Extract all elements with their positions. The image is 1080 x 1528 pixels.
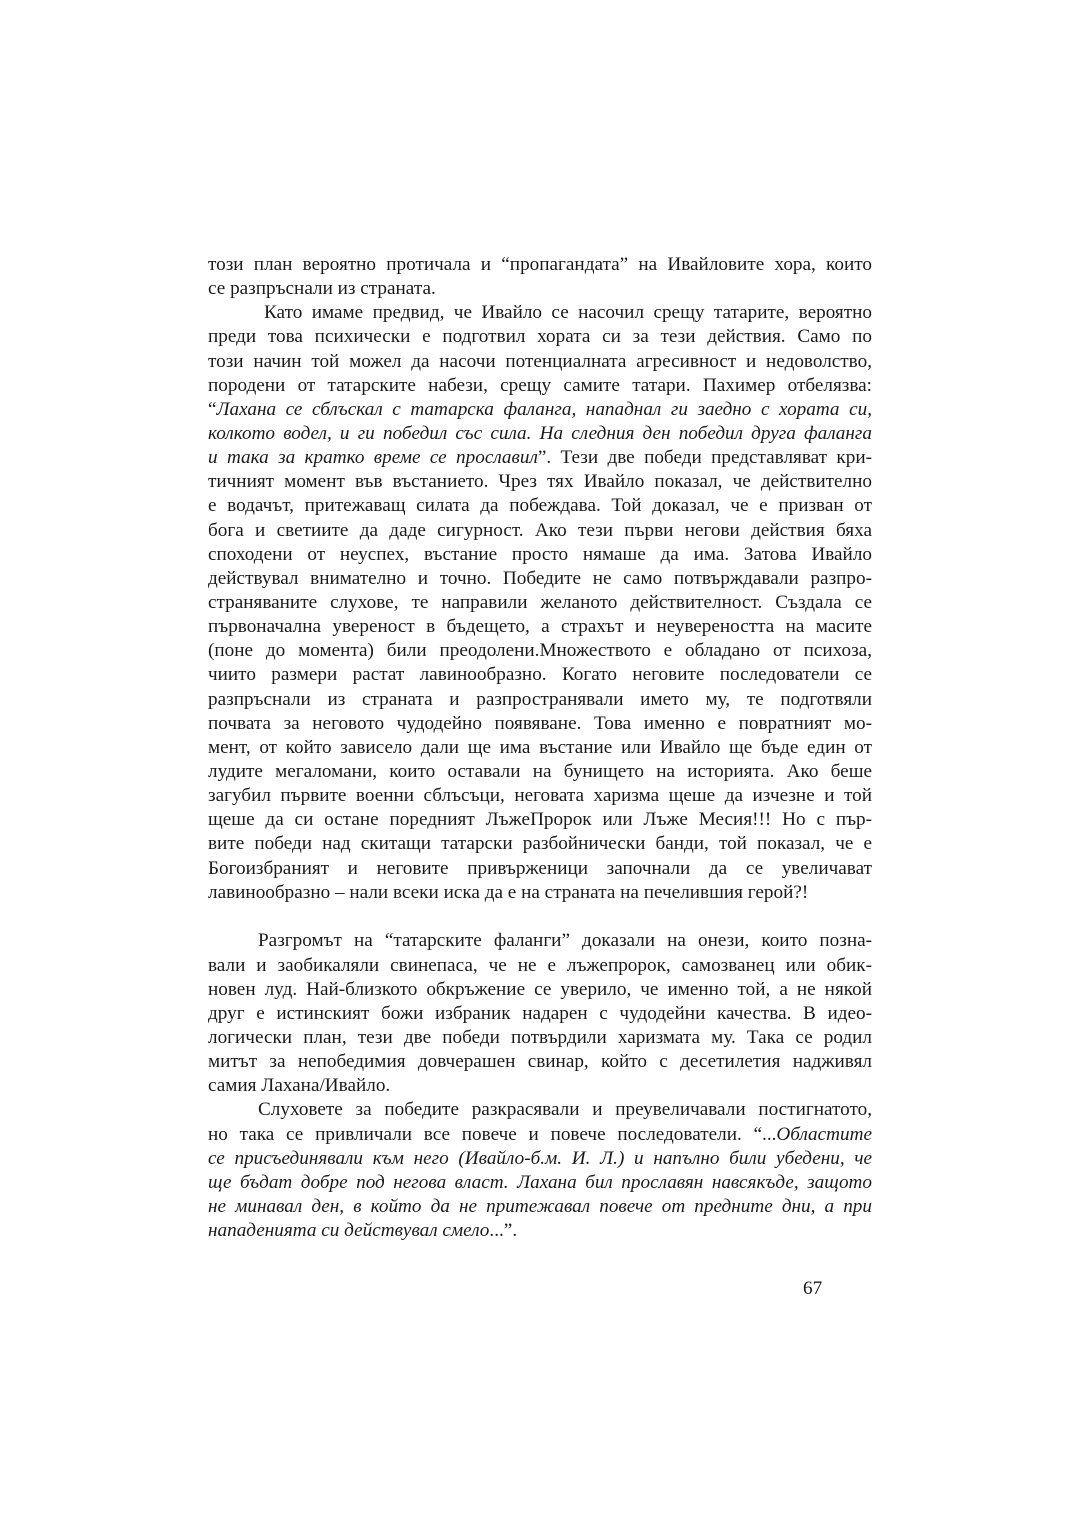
text-line: самия Лахана/Ивайло.: [208, 1075, 391, 1097]
text-line: страняваните слухове, те направили желаното действителност. Създала се: [208, 591, 872, 613]
quotation-text: не минавал ден, в който да не притежавал повече от предните дни, а при: [208, 1195, 872, 1217]
text-line: този план вероятно протичала и “пропагандата” на Ивайловите хора, които: [208, 254, 872, 275]
text-line: [208, 1171, 872, 1195]
quote-mark: “: [208, 398, 217, 420]
text-line: разпръснали из страната и разпространявали името му, те подготвяли: [208, 688, 872, 710]
text-line: породени от татарските набези, срещу самите татари. Пахимер отбелязва:: [208, 374, 872, 396]
quotation-text: Областите: [776, 1123, 872, 1145]
text-line: митът за непобедимия довчерашен свинар, който с десетилетия надживял: [208, 1051, 872, 1073]
text-line: [208, 398, 872, 422]
text-line: бога и светиите да даде сигурност. Ако тези първи негови действия бяха: [208, 519, 872, 541]
page-number: 67: [803, 1278, 823, 1299]
text-line: лавинообразно – нали всеки иска да е на страната на печелившия герой?!: [208, 881, 809, 903]
text-line: действувал внимателно и точно. Победите не само потвърждавали разпро-: [208, 567, 872, 589]
text-line: (поне до момента) били преодолени.Множеството е обладано от психоза,: [208, 640, 872, 662]
text-line: е водачът, притежаващ силата да побеждава. Той доказал, че е призван от: [208, 495, 872, 517]
text-line: [208, 1195, 872, 1219]
text-line: преди това психически е подготвил хората си за тези действия. Само по: [208, 326, 872, 348]
paragraph-1: [208, 253, 872, 301]
paragraph-2: [208, 301, 872, 905]
text-line: [208, 1123, 872, 1147]
paragraph-3: [208, 929, 872, 1098]
text-line: лудите мегаломани, които оставали на бунището на историята. Ако беше: [208, 760, 872, 782]
text-run: ...”.: [489, 1220, 518, 1242]
paragraph-4: [208, 1098, 872, 1243]
text-line: [208, 1147, 872, 1171]
paragraph-gap: [208, 905, 872, 930]
text-line: се разпръснали из страната.: [208, 278, 436, 300]
quotation-text: Лахана се сблъскал с татарска фаланга, нападнал ги заедно с хората си,: [216, 398, 872, 420]
quotation-text: колкото водел, и ги победил със сила. На следния ден победил друга фаланга: [208, 422, 872, 444]
text-line: Разгромът на “татарските фаланги” доказали на онези, които позна-: [258, 930, 872, 952]
quotation-text: се присъединявали към него (Ивайло-б.м. И. Л.) и напълно били убедени, че: [208, 1147, 872, 1169]
quotation-text: и така за кратко време се прославил: [208, 447, 538, 469]
text-line: вали и заобикаляли свинепаса, че не е лъжепророк, самозванец или обик-: [208, 954, 872, 976]
quotation-text: ще бъдат добре под негова власт. Лахана бил прославян навсякъде, защото: [208, 1171, 872, 1193]
text-line: Богоизбраният и неговите привърженици започнали да се увеличават: [208, 857, 872, 879]
text-line: новен луд. Най-близкото обкръжение се уверило, че именно той, а не някой: [208, 978, 872, 1000]
text-line: друг е истинският божи избраник надарен с чудодейни качества. В идео-: [208, 1002, 872, 1024]
text-line: [208, 422, 872, 446]
text-line: Като имаме предвид, че Ивайло се насочил срещу татарите, вероятно: [264, 302, 872, 324]
text-line: вите победи над скитащи татарски разбойнически банди, той показал, че е: [208, 833, 872, 855]
quotation-text: нападенията си действувал смело: [208, 1220, 490, 1242]
text-run: но така се привличали все повече и повече последователи. “...: [208, 1123, 777, 1145]
text-run: ”. Тези две победи представляват кри-: [537, 447, 873, 469]
text-line: този начин той можел да насочи потенциалната агресивност и недоволство,: [208, 350, 872, 372]
text-line: Слуховете за победите разкрасявали и преувеличавали постигнатото,: [258, 1099, 872, 1121]
text-line: логически план, тези две победи потвърдили харизмата му. Така се родил: [208, 1026, 872, 1048]
text-line: чиито размери растат лавинообразно. Когато неговите последователи се: [208, 664, 872, 686]
text-line: почвата за неговото чудодейно появяване. Това именно е повратният мо-: [208, 712, 872, 734]
text-line: [208, 446, 872, 470]
text-line: мент, от който зависело дали ще има въстание или Ивайло ще бъде един от: [208, 736, 872, 758]
text-line: първоначална увереност в бъдещето, а страхът и неувереността на масите: [208, 616, 872, 638]
text-line: тичният момент във въстанието. Чрез тях Ивайло показал, че действително: [208, 471, 872, 493]
text-line: загубил първите военни сблъсъци, неговата харизма щеше да изчезне и той: [208, 785, 872, 807]
body-text: [208, 253, 872, 1243]
text-line: споходени от неуспех, въстание просто нямаше да има. Затова Ивайло: [208, 543, 872, 565]
text-line: [208, 1219, 872, 1243]
text-line: щеше да си остане поредният ЛъжеПророк или Лъже Месия!!! Но с пър-: [208, 809, 872, 831]
